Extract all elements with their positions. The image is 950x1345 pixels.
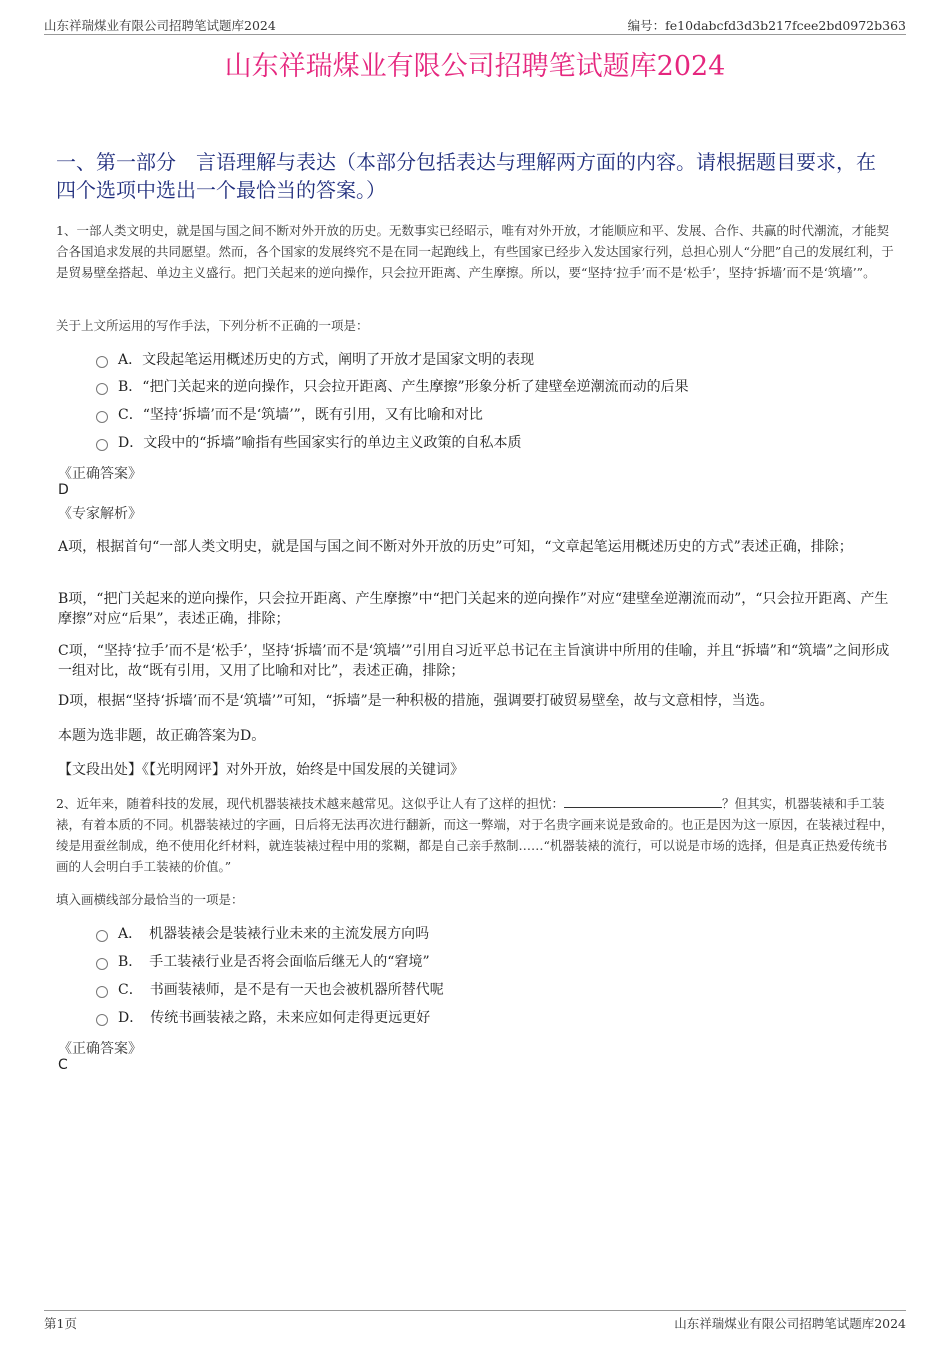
q1-option-c[interactable] (96, 405, 483, 425)
radio-icon[interactable] (96, 439, 108, 451)
q1-question: 关于上文所运用的写作手法，下列分析不正确的一项是： (56, 318, 369, 333)
page-footer (44, 1310, 906, 1331)
radio-icon[interactable] (96, 356, 108, 368)
q1-option-d[interactable] (96, 433, 522, 453)
q2-option-b-text: B． 手工装裱行业是否将会面临后继无人的“窘境” (118, 954, 430, 970)
q2-passage (56, 793, 894, 877)
q1-option-b[interactable] (96, 377, 689, 397)
header-doc-title: 山东祥瑞煤业有限公司招聘笔试题库2024 (44, 18, 276, 33)
q1-conclusion: 本题为选非题，故正确答案为D。 (58, 728, 266, 744)
q1-answer-label: 《正确答案》 (58, 466, 142, 482)
q2-answer: C (58, 1057, 68, 1073)
q2-question: 填入画横线部分最恰当的一项是： (56, 892, 244, 907)
q1-option-a[interactable] (96, 350, 534, 370)
q2-option-b[interactable] (96, 952, 430, 972)
q2-passage-before: 2、近年来，随着科技的发展，现代机器装裱技术越来越常见。这似乎让人有了这样的担忧： (56, 796, 564, 811)
q1-source: 【文段出处】《【光明网评】对外开放，始终是中国发展的关键词》 (58, 762, 464, 778)
page-number: 第1页 (44, 1316, 77, 1331)
page-header (44, 14, 906, 35)
q1-analysis-c: C项，“坚持‘拉手’而不是‘松手’，坚持‘拆墙’而不是‘筑墙’”引用自习近平总书记在主旨演讲中所用的佳喻，并且“拆墙”和“筑墙”之间形成一组对比，故“既有引用，又用了比喻和对比”，表述正确，排除； (58, 643, 890, 679)
section-heading: 一、第一部分 言语理解与表达（本部分包括表达与理解两方面的内容。请根据题目要求，在四个选项中选出一个最恰当的答案。） (56, 150, 876, 202)
radio-icon[interactable] (96, 958, 108, 970)
radio-icon[interactable] (96, 411, 108, 423)
radio-icon[interactable] (96, 930, 108, 942)
q1-analysis-d: D项，根据“坚持‘拆墙’而不是‘筑墙’”可知，“拆墙”是一种积极的措施，强调要打破贸易壁垒，故与文意相悖，当选。 (58, 693, 774, 709)
q2-option-c-text: C． 书画装裱师，是不是有一天也会被机器所替代呢 (118, 982, 444, 998)
q1-option-a-text: A．文段起笔运用概述历史的方式，阐明了开放才是国家文明的表现 (118, 352, 535, 368)
footer-doc-title: 山东祥瑞煤业有限公司招聘笔试题库2024 (674, 1316, 906, 1331)
q2-option-c[interactable] (96, 980, 444, 1000)
q2-option-d[interactable] (96, 1008, 430, 1028)
q1-option-b-text: B．“把门关起来的逆向操作，只会拉开距离、产生摩擦”形象分析了建壁垒逆潮流而动的后果 (118, 379, 689, 395)
radio-icon[interactable] (96, 986, 108, 998)
q1-analysis-a: A项，根据首句“一部人类文明史，就是国与国之间不断对外开放的历史”可知，“文章起笔运用概述历史的方式”表述正确，排除； (58, 539, 853, 555)
q2-option-a[interactable] (96, 924, 429, 944)
q2-answer-label: 《正确答案》 (58, 1041, 142, 1057)
page-title: 山东祥瑞煤业有限公司招聘笔试题库2024 (224, 51, 726, 82)
fill-in-blank (564, 795, 722, 808)
q2-passage-after: ？但其实，机器装裱和手工装裱，有着本质的不同。机器装裱过的字画，日后将无法再次进行翻新，而这一弊端，对于名贵字画来说是致命的。也正是因为这一原因，在装裱过程中，绫是用蚕丝制成，绝不使用化纤材料，就连装裱过程中用的浆糊，都是自己亲手熬制……“机器装裱的流行，可以说是市场的选择，但是真正热爱传统书画的人会明白手工装裱的价值。” (56, 796, 894, 874)
q1-passage: 1、一部人类文明史，就是国与国之间不断对外开放的历史。无数事实已经昭示，唯有对外开放，才能顺应和平、发展、合作、共赢的时代潮流，才能契合各国追求发展的共同愿望。然而，各个国家的发展终究不是在同一起跑线上，有些国家已经步入发达国家行列，总担心别人“分肥”自己的发展红利，于是贸易壁垒搭起、单边主义盛行。把门关起来的逆向操作，只会拉开距离、产生摩擦。所以，要“坚持‘拉手’而不是‘松手’，坚持‘拆墙’而不是‘筑墙’”。 (56, 223, 894, 280)
radio-icon[interactable] (96, 383, 108, 395)
q2-option-a-text: A． 机器装裱会是装裱行业未来的主流发展方向吗 (118, 926, 430, 942)
q1-option-d-text: D．文段中的“拆墙”喻指有些国家实行的单边主义政策的自私本质 (118, 435, 522, 451)
q1-analysis-label: 《专家解析》 (58, 506, 142, 522)
q1-analysis-b: B项，“把门关起来的逆向操作，只会拉开距离、产生摩擦”中“把门关起来的逆向操作”对应“建壁垒逆潮流而动”，“只会拉开距离、产生摩擦”对应“后果”，表述正确，排除； (58, 591, 889, 627)
radio-icon[interactable] (96, 1014, 108, 1026)
q2-option-d-text: D． 传统书画装裱之路，未来应如何走得更远更好 (118, 1010, 431, 1026)
q1-answer: D (58, 482, 69, 498)
header-doc-id: 编号：fe10dabcfd3d3b217fcee2bd0972b363 (627, 18, 906, 33)
q1-option-c-text: C．“坚持‘拆墙’而不是‘筑墙’”，既有引用，又有比喻和对比 (118, 407, 483, 423)
